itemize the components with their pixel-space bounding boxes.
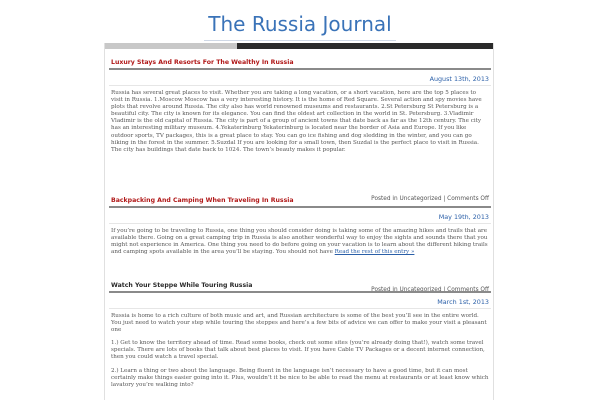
site-title[interactable]: The Russia Journal [204, 12, 395, 41]
post-body [109, 309, 491, 389]
post-paragraph: 1.) Get to know the territory ahead of time. Read some books, check out some sites (you’re already doing that!), watch some travel specials. There are lots of books that talk about best places to visit. If you have Cable TV Packages or a decent internet connection, then you could watch a travel special. [111, 340, 485, 361]
comments-link[interactable]: Comments Off [447, 196, 489, 202]
meta-separator: | [443, 196, 446, 202]
post-paragraph: 2.) Learn a thing or two about the language. Being fluent in the language isn’t necessary to have a good time, but it can most certainly make things easier going into it. Plus, wouldn’t it be nice to be able to read the menu at restaurants or at least know which lavatory you’re walking into? [111, 367, 489, 388]
post-text: If you’re going to be traveling to Russia, one thing you should consider doing is taking some of the amazing hikes and trails that are available there. Going on a great camping trip in Russia is also another wonderful way to enjoy the sights and sounds there that you might not experience in America. One thing you need to do before going on your vacation is to learn about the different hiking trails and camping spots available in the area you’ll be staying. You should not have [111, 228, 488, 256]
post-title[interactable]: Backpacking And Camping When Traveling In Russia [109, 196, 491, 208]
header-bar-light [105, 43, 237, 49]
content-area [104, 43, 494, 400]
post-date: May 19th, 2013 [109, 211, 491, 224]
post-date: August 13th, 2013 [109, 73, 491, 86]
post [109, 281, 491, 395]
post-body [109, 86, 491, 188]
header-bar-dark [237, 43, 493, 49]
post-paragraph: Russia is home to a rich culture of both music and art, and Russian architecture is some of the best you’ll see in the entire world. You just need to watch your step while touring the steppes and here’s a few bits of advice we can offer to make your visit a pleasant one [111, 313, 487, 334]
post [109, 196, 491, 293]
post [109, 58, 491, 202]
comments-link[interactable]: Comments Off [447, 287, 489, 293]
post-body [109, 224, 491, 281]
site-header [0, 12, 600, 36]
post-title[interactable]: Luxury Stays And Resorts For The Wealthy In Russia [109, 58, 491, 70]
post-title[interactable]: Watch Your Steppe While Touring Russia [109, 281, 491, 293]
posted-in-link[interactable]: Posted in Uncategorized [371, 287, 442, 293]
posted-in-link[interactable]: Posted in Uncategorized [371, 196, 442, 202]
post-text: Russia has several great places to visit. Whether you are taking a long vacation, or a short vacation, here are the top 5 places to visit in Russia. 1.Moscow Moscow has a very interesting history. It is the home of Red Square. Several action and spy movies have plots that revolve around Russia. The city also has world renowned museums and restaurants. 2.St Petersburg St Petersburg is a beautiful city. The city is known for its elegance. You can find the oldest art collection in the world in St. Petersburg. 3.Vladimir Vladimir is the old capital of Russia. The city is part of a group of ancient towns that date back as far as the 12th century. The city has an interesting military museum. 4.Yekaterinburg Yekaterinburg is located near the border of Asia and Europe. If you like outdoor sports, TV packages, this is a great place to stay. You can go ice fishing and dog sledding in the winter, and you can go hiking in the forest in the summer. 5.Suzdal If you are looking for a small town, then Suzdal is the perfect place to visit in Russia. The city has buildings that date back to 1024. The town’s beauty makes it popular. [111, 90, 482, 153]
post-date: March 1st, 2013 [109, 296, 491, 309]
meta-separator: | [443, 287, 446, 293]
read-more-link[interactable]: Read the rest of this entry » [334, 249, 415, 256]
